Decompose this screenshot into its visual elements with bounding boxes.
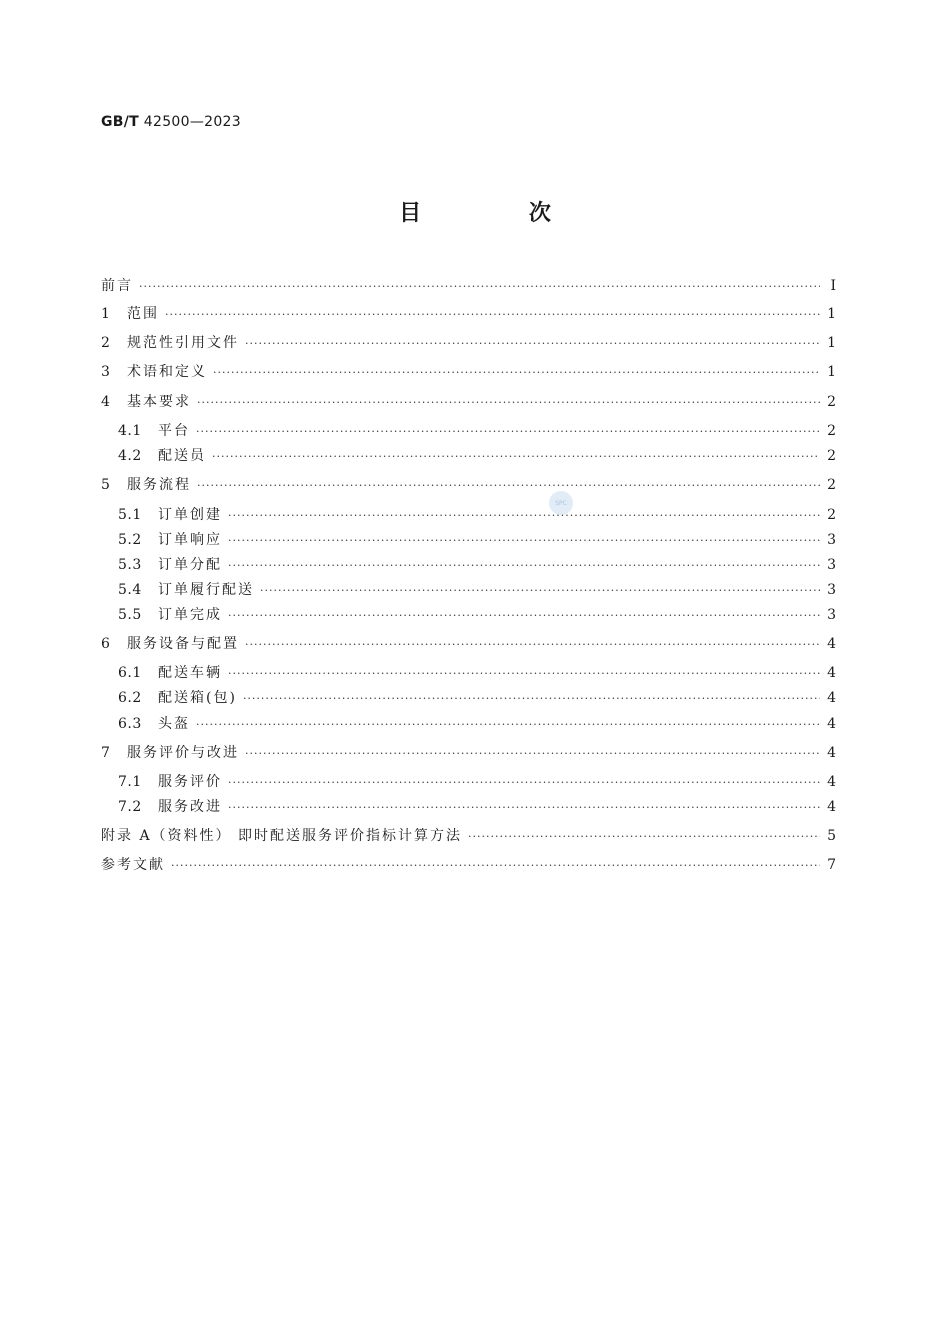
toc-entry-leader — [468, 827, 820, 847]
toc-entry-number: 5.5 — [118, 607, 142, 623]
toc-entry-label: 范围 — [127, 306, 159, 322]
toc-entry-number: 4 — [101, 394, 111, 410]
toc-entry-leader — [197, 393, 820, 413]
toc-entry-leader — [196, 715, 820, 735]
toc-entry[interactable] — [118, 772, 836, 792]
toc-entry[interactable] — [118, 530, 836, 550]
toc-entry[interactable] — [118, 505, 836, 525]
toc-entry-label: 服务改进 — [158, 799, 222, 815]
toc-entry-page: 4 — [827, 799, 836, 815]
toc-entry-number: 6.1 — [118, 665, 142, 681]
toc-entry-page: 3 — [827, 607, 836, 623]
toc-entry[interactable] — [101, 276, 836, 296]
toc-entry-leader — [228, 798, 820, 818]
toc-entry-number: 7.2 — [118, 799, 142, 815]
toc-entry-label: 订单完成 — [158, 607, 222, 623]
toc-entry-page: Ⅰ — [830, 278, 836, 294]
toc-entry-leader — [197, 476, 820, 496]
toc-entry[interactable] — [101, 304, 836, 324]
watermark-seal: SPC — [549, 491, 573, 515]
toc-entry[interactable] — [101, 392, 836, 412]
toc-entry-number: 6.3 — [118, 716, 142, 732]
toc-entry-number: 7.1 — [118, 774, 142, 790]
standard-prefix: GB/T — [101, 114, 140, 130]
toc-entry-label: 参考文献 — [101, 857, 165, 873]
toc-entry-number: 5.3 — [118, 557, 142, 573]
toc-entry[interactable] — [118, 797, 836, 817]
toc-entry-number: 4.2 — [118, 448, 142, 464]
toc-entry-label: 订单分配 — [158, 557, 222, 573]
toc-entry-leader — [212, 447, 820, 467]
toc-entry-label: 配送箱(包) — [158, 690, 237, 706]
toc-entry-leader — [165, 305, 820, 325]
toc-entry-page: 1 — [827, 364, 836, 380]
standard-number: 42500—2023 — [143, 114, 241, 130]
toc-entry-leader — [228, 664, 820, 684]
toc-entry-number: 5.4 — [118, 582, 142, 598]
toc-entry[interactable] — [101, 362, 836, 382]
toc-entry[interactable] — [101, 826, 836, 846]
toc-entry-leader — [213, 363, 820, 383]
toc-entry-leader — [171, 856, 820, 876]
toc-entry-label: 订单创建 — [158, 507, 222, 523]
toc-entry[interactable] — [118, 714, 836, 734]
toc-entry[interactable] — [101, 333, 836, 353]
toc-entry-page: 3 — [827, 557, 836, 573]
toc-entry-leader — [228, 531, 820, 551]
toc-entry[interactable] — [118, 446, 836, 466]
toc-entry[interactable] — [118, 663, 836, 683]
toc-entry-label: 术语和定义 — [127, 364, 207, 380]
toc-entry-number: 6 — [101, 636, 111, 652]
toc-entry-label: 服务评价与改进 — [127, 745, 239, 761]
toc-entry-page: 2 — [827, 394, 836, 410]
toc-entry-label: 头盔 — [158, 716, 190, 732]
toc-entry-leader — [228, 773, 820, 793]
toc-entry[interactable] — [101, 855, 836, 875]
toc-entry-label: 配送员 — [158, 448, 206, 464]
toc-entry-label: 服务流程 — [127, 477, 191, 493]
toc-entry-leader — [245, 635, 820, 655]
toc-entry-label: 前言 — [101, 278, 133, 294]
toc-entry[interactable] — [101, 743, 836, 763]
toc-entry-label: 配送车辆 — [158, 665, 222, 681]
toc-entry-number: 5.1 — [118, 507, 142, 523]
toc-entry-page: 7 — [827, 857, 836, 873]
toc-entry-leader — [228, 506, 820, 526]
toc-entry-label: 平台 — [158, 423, 190, 439]
toc-entry-page: 4 — [827, 665, 836, 681]
toc-entry-number: 7 — [101, 745, 111, 761]
toc-entry-number: 2 — [101, 335, 111, 351]
toc-entry-leader — [245, 744, 820, 764]
toc-entry-page: 3 — [827, 532, 836, 548]
toc-entry[interactable] — [118, 605, 836, 625]
toc-entry-page: 4 — [827, 774, 836, 790]
toc-entry-number: 1 — [101, 306, 111, 322]
toc-entry[interactable] — [118, 555, 836, 575]
toc-entry-label: 附录 A（资料性） 即时配送服务评价指标计算方法 — [101, 828, 463, 844]
toc-entry[interactable] — [101, 475, 836, 495]
toc-entry-leader — [245, 334, 820, 354]
standard-code — [101, 114, 241, 130]
toc-entry-label: 服务评价 — [158, 774, 222, 790]
toc-entry-leader — [243, 689, 820, 709]
toc-entry[interactable] — [118, 580, 836, 600]
toc-entry-leader — [228, 606, 820, 626]
toc-entry-page: 4 — [827, 690, 836, 706]
toc-entry-page: 4 — [827, 636, 836, 652]
toc-entry-page: 5 — [827, 828, 836, 844]
toc-entry[interactable] — [118, 421, 836, 441]
toc-entry[interactable] — [101, 634, 836, 654]
toc-entry[interactable] — [118, 688, 836, 708]
toc-entry-label: 服务设备与配置 — [127, 636, 239, 652]
toc-entry-label: 订单履行配送 — [158, 582, 254, 598]
toc-entry-number: 5 — [101, 477, 111, 493]
toc-entry-page: 3 — [827, 582, 836, 598]
page-title: 目 次 — [399, 201, 601, 226]
toc-entry-label: 基本要求 — [127, 394, 191, 410]
toc-entry-page: 2 — [827, 448, 836, 464]
toc-entry-label: 规范性引用文件 — [127, 335, 239, 351]
toc-entry-leader — [228, 556, 820, 576]
toc-entry-leader — [260, 581, 820, 601]
toc-entry-leader — [196, 422, 820, 442]
toc-entry-number: 6.2 — [118, 690, 142, 706]
toc-entry-page: 4 — [827, 716, 836, 732]
toc-entry-page: 4 — [827, 745, 836, 761]
toc-entry-number: 3 — [101, 364, 111, 380]
toc-entry-page: 1 — [827, 335, 836, 351]
toc-entry-page: 2 — [827, 507, 836, 523]
toc-entry-leader — [139, 277, 820, 297]
toc-entry-page: 2 — [827, 477, 836, 493]
toc-entry-page: 1 — [827, 306, 836, 322]
toc-entry-number: 5.2 — [118, 532, 142, 548]
toc-entry-number: 4.1 — [118, 423, 142, 439]
toc-entry-label: 订单响应 — [158, 532, 222, 548]
toc-entry-page: 2 — [827, 423, 836, 439]
